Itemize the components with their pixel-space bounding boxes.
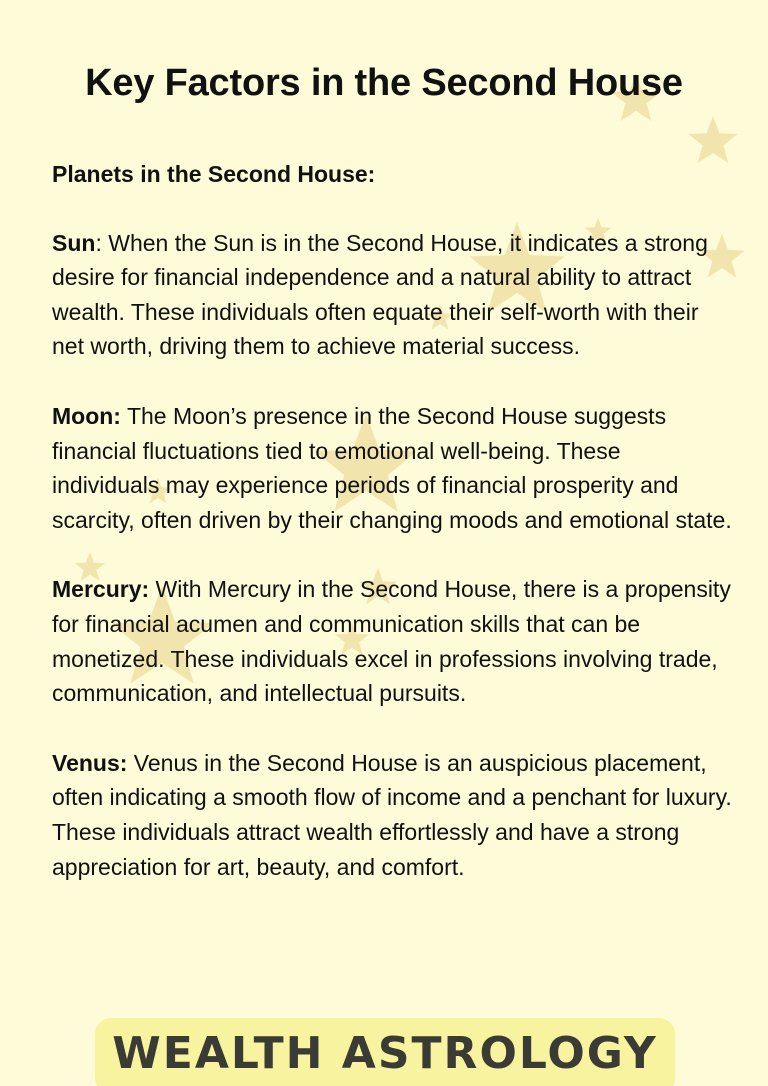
planet-paragraph-venus [52, 746, 732, 884]
planet-paragraph-mercury [52, 572, 732, 710]
planet-label-venus: Venus: [52, 749, 128, 776]
planet-paragraph-moon [52, 399, 732, 537]
planet-label-moon: Moon: [52, 402, 121, 429]
planet-text-venus: Venus in the Second House is an auspicious placement, often indicating a smooth flow of income and a penchant for luxury. These individuals attract wealth effortlessly and have a strong appreciation for art, beauty, and comfort. [52, 749, 732, 880]
section-subheading: Planets in the Second House: [52, 161, 376, 187]
planet-label-sun: Sun [52, 229, 96, 256]
article-body [52, 157, 732, 919]
planet-paragraph-sun [52, 226, 732, 364]
planet-label-mercury: Mercury: [52, 576, 150, 603]
page-title: Key Factors in the Second House [85, 62, 683, 104]
brand-name: WEALTH ASTROLOGY [112, 1027, 658, 1079]
brand-badge [95, 1018, 675, 1086]
label-separator: : [95, 229, 102, 256]
planet-text-mercury: With Mercury in the Second House, there is a propensity for financial acumen and communication skills that can be monetized. These individuals excel in professions involving trade, communication, and intellectual pursuits. [52, 576, 731, 707]
planet-text-moon: The Moon’s presence in the Second House suggests financial fluctuations tied to emotional well-being. These individuals may experience periods of financial prosperity and scarcity, often driven by their changing moods and emotional state. [52, 402, 732, 533]
star-icon [688, 116, 737, 163]
planet-text-sun: When the Sun is in the Second House, it indicates a strong desire for financial independence and a natural ability to attract wealth. These individuals often equate their self-worth with their net worth, driving them to achieve material success. [52, 229, 708, 360]
